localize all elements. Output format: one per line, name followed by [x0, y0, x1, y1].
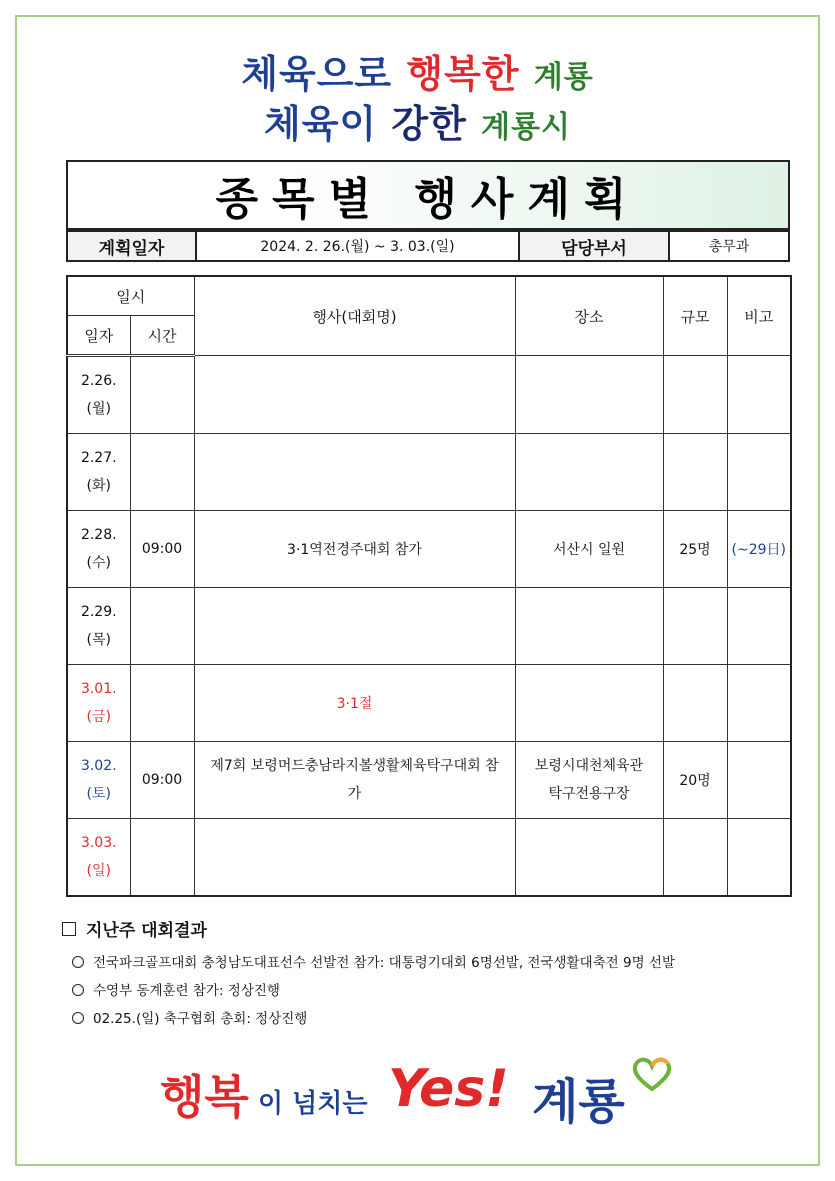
plan-date-label: 계획일자	[67, 231, 196, 261]
row-event	[194, 819, 515, 897]
slogan-2-part-1: 체육이	[264, 102, 378, 146]
row-time	[130, 665, 194, 742]
schedule-table	[66, 275, 792, 897]
title-box	[66, 160, 790, 230]
slogan-1-part-1: 체육으로	[241, 52, 393, 96]
row-place: 보령시대천체육관 탁구전용구장	[515, 742, 663, 819]
header-date: 일자	[67, 316, 130, 356]
square-bullet-icon	[62, 922, 76, 936]
info-table	[66, 230, 790, 262]
dept-value: 총무과	[669, 231, 789, 261]
last-week-results	[62, 916, 802, 1035]
row-event	[194, 588, 515, 665]
table-row	[67, 665, 791, 742]
row-date: 3.01. (금)	[67, 665, 130, 742]
row-event: 제7회 보령머드충남라지볼생활체육탁구대회 참가	[194, 742, 515, 819]
slogan-2-part-3: 계룡시	[481, 110, 571, 145]
row-scale: 25명	[663, 511, 727, 588]
row-date: 2.28. (수)	[67, 511, 130, 588]
row-date: 2.27. (화)	[67, 434, 130, 511]
footer-part-3: Yes!	[388, 1059, 509, 1119]
row-note: (~29日)	[727, 511, 791, 588]
slogan-1-part-3: 계룡	[533, 60, 594, 95]
row-event	[194, 356, 515, 434]
row-note	[727, 742, 791, 819]
row-place	[515, 356, 663, 434]
header-place: 장소	[515, 276, 663, 356]
row-date: 2.29. (목)	[67, 588, 130, 665]
header-time: 시간	[130, 316, 194, 356]
table-row	[67, 588, 791, 665]
heart-icon	[630, 1055, 674, 1091]
row-scale	[663, 588, 727, 665]
results-heading: 지난주 대회결과	[62, 916, 802, 941]
row-place: 서산시 일원	[515, 511, 663, 588]
footer-part-2: 이 넘치는	[258, 1089, 368, 1119]
slogan-1-part-2: 행복한	[406, 52, 520, 96]
footer-logo	[160, 1055, 680, 1135]
slogan-line-1	[0, 43, 835, 98]
circle-bullet-icon	[72, 984, 84, 996]
row-place	[515, 588, 663, 665]
row-time	[130, 434, 194, 511]
slogan-line-2	[0, 93, 835, 148]
row-event: 3·1절	[194, 665, 515, 742]
table-row	[67, 511, 791, 588]
header-datetime: 일시	[67, 276, 194, 316]
footer-part-1: 행복	[160, 1070, 249, 1124]
header-note: 비고	[727, 276, 791, 356]
row-time	[130, 819, 194, 897]
result-item: 02.25.(일) 축구협회 총회: 정상진행	[72, 1007, 802, 1027]
header-scale: 규모	[663, 276, 727, 356]
plan-date-value: 2024. 2. 26.(월) ~ 3. 03.(일)	[196, 231, 519, 261]
row-note	[727, 819, 791, 897]
row-date: 2.26. (월)	[67, 356, 130, 434]
row-time	[130, 588, 194, 665]
row-place	[515, 434, 663, 511]
dept-label: 담당부서	[519, 231, 669, 261]
row-time: 09:00	[130, 742, 194, 819]
row-time: 09:00	[130, 511, 194, 588]
row-note	[727, 434, 791, 511]
circle-bullet-icon	[72, 1012, 84, 1024]
circle-bullet-icon	[72, 956, 84, 968]
row-note	[727, 665, 791, 742]
table-row	[67, 819, 791, 897]
header-event: 행사(대회명)	[194, 276, 515, 356]
row-place	[515, 665, 663, 742]
row-place	[515, 819, 663, 897]
row-note	[727, 356, 791, 434]
row-date: 3.03. (일)	[67, 819, 130, 897]
page-title: 종목별 행사계획	[215, 174, 641, 225]
result-item: 수영부 동계훈련 참가: 정상진행	[72, 979, 802, 999]
row-note	[727, 588, 791, 665]
row-scale	[663, 356, 727, 434]
slogan-2-part-2: 강한	[391, 102, 467, 146]
table-row	[67, 742, 791, 819]
row-scale	[663, 665, 727, 742]
table-row	[67, 434, 791, 511]
row-scale	[663, 819, 727, 897]
table-row	[67, 356, 791, 434]
row-scale	[663, 434, 727, 511]
footer-part-4: 계룡	[532, 1074, 625, 1130]
row-date: 3.02. (토)	[67, 742, 130, 819]
row-scale: 20명	[663, 742, 727, 819]
row-event	[194, 434, 515, 511]
row-time	[130, 356, 194, 434]
result-item: 전국파크골프대회 충청남도대표선수 선발전 참가: 대통령기대회 6명선발, 전국생활대축전 9명 선발	[72, 951, 802, 971]
row-event: 3·1역전경주대회 참가	[194, 511, 515, 588]
